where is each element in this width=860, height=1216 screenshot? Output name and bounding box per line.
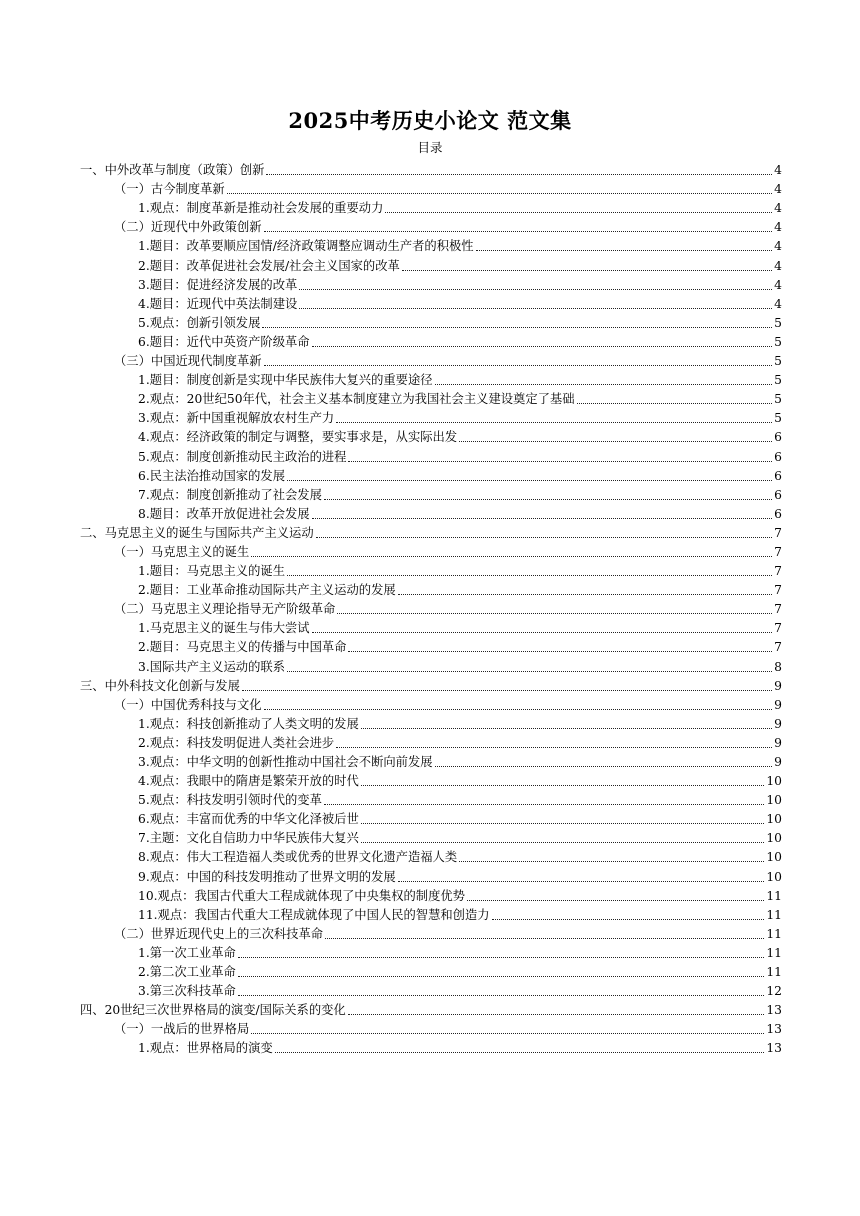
toc-entry-title: 8.观点：伟大工程造福人类或优秀的世界文化遗产造福人类 (138, 850, 458, 865)
toc-dot-leader (251, 1032, 764, 1034)
toc-entry[interactable] (80, 235, 782, 254)
toc-entry-title: 2.题目：工业革命推动国际共产主义运动的发展 (138, 583, 396, 598)
toc-page-number: 9 (774, 755, 782, 769)
toc-entry[interactable] (80, 885, 782, 904)
toc-entry[interactable] (80, 675, 782, 694)
toc-entry-title: 8.题目：改革开放促进社会发展 (138, 506, 310, 521)
toc-entry-title: 2.第二次工业革命 (138, 965, 236, 980)
toc-entry-title: 4.题目：近现代中英法制建设 (138, 296, 298, 311)
toc-entry-title: 4.观点：我眼中的隋唐是繁荣开放的时代 (138, 774, 359, 789)
toc-entry-title: （一）马克思主义的诞生 (114, 544, 250, 559)
toc-entry-title: 10.观点：我国古代重大工程成就体现了中央集权的制度优势 (138, 888, 465, 903)
toc-page-number: 5 (774, 315, 782, 330)
toc-entry-title: 6.观点：丰富而优秀的中华文化泽被后世 (138, 812, 359, 827)
toc-page-number: 5 (774, 411, 782, 426)
toc-dot-leader (299, 288, 772, 290)
toc-page-number: 10 (766, 869, 782, 884)
toc-page-number: 9 (774, 678, 782, 693)
toc-entry[interactable] (80, 1018, 782, 1037)
toc-page-number: 9 (774, 735, 782, 750)
toc-dot-leader (361, 727, 772, 729)
toc-entry-title: （一）一战后的世界格局 (114, 1022, 250, 1037)
toc-dot-leader (336, 746, 772, 748)
toc-entry-title: 9.观点：中国的科技发明推动了世界文明的发展 (138, 869, 396, 884)
toc-entry-title: 1.观点：科技创新推动了人类文明的发展 (138, 716, 359, 731)
toc-entry[interactable] (80, 369, 782, 388)
toc-entry-title: 1.题目：改革要顺应国情/经济政策调整应调动生产者的积极性 (138, 239, 474, 254)
toc-entry[interactable] (80, 178, 782, 197)
toc-page-number: 6 (774, 449, 782, 464)
toc-entry[interactable] (80, 331, 782, 350)
toc-entry-title: 四、20世纪三次世界格局的演变/国际关系的变化 (80, 1003, 346, 1018)
toc-page-number: 4 (774, 296, 782, 311)
toc-entry[interactable] (80, 350, 782, 369)
toc-entry-title: 3.观点：中华文明的创新性推动中国社会不断向前发展 (138, 755, 433, 769)
toc-entry[interactable] (80, 827, 782, 846)
toc-entry-title: 11.观点：我国古代重大工程成就体现了中国人民的智慧和创造力 (138, 907, 490, 922)
toc-entry[interactable] (80, 751, 782, 770)
toc-entry[interactable] (80, 636, 782, 655)
toc-entry[interactable] (80, 923, 782, 942)
toc-entry-title: 1.第一次工业革命 (138, 945, 236, 960)
toc-dot-leader (577, 402, 772, 404)
toc-page-number: 11 (766, 945, 782, 960)
toc-dot-leader (348, 650, 772, 652)
toc-page-number: 4 (774, 163, 782, 178)
toc-entry[interactable] (80, 865, 782, 884)
toc-page-number: 5 (774, 373, 782, 388)
toc-dot-leader (435, 765, 772, 767)
toc-entry[interactable] (80, 598, 782, 617)
toc-dot-leader (262, 326, 772, 328)
toc-dot-leader (264, 364, 772, 366)
toc-dot-leader (275, 1051, 765, 1053)
toc-entry-title: 2.观点：20世纪50年代，社会主义基本制度建立为我国社会主义建设奠定了基础 (138, 392, 575, 407)
toc-entry[interactable] (80, 904, 782, 923)
toc-dot-leader (238, 975, 765, 977)
toc-dot-leader (227, 192, 772, 194)
toc-page-number: 7 (774, 602, 782, 617)
toc-dot-leader (361, 841, 765, 843)
toc-entry[interactable] (80, 789, 782, 808)
toc-page-number: 11 (766, 907, 782, 922)
toc-entry[interactable] (80, 694, 782, 713)
toc-entry-title: 3.国际共产主义运动的联系 (138, 659, 285, 674)
toc-page-number: 6 (774, 506, 782, 521)
toc-entry[interactable] (80, 961, 782, 980)
toc-page-number: 10 (766, 850, 782, 865)
toc-entry-title: （二）近现代中外政策创新 (114, 220, 262, 235)
toc-entry[interactable] (80, 617, 782, 636)
toc-dot-leader (361, 822, 765, 824)
toc-dot-leader (398, 593, 772, 595)
toc-entry[interactable] (80, 980, 782, 999)
toc-page-number: 5 (774, 392, 782, 407)
toc-entry[interactable] (80, 484, 782, 503)
toc-entry[interactable] (80, 445, 782, 464)
toc-page-number: 4 (774, 201, 782, 216)
toc-entry-title: 6.民主法治推动国家的发展 (138, 468, 285, 483)
toc-entry-title: （一）中国优秀科技与文化 (114, 697, 262, 712)
toc-page-number: 7 (774, 640, 782, 655)
toc-entry[interactable] (80, 216, 782, 235)
toc-page-number: 5 (774, 334, 782, 349)
table-of-contents (80, 159, 782, 1056)
toc-entry[interactable] (80, 655, 782, 674)
toc-page-number: 13 (766, 1022, 782, 1037)
toc-entry[interactable] (80, 312, 782, 331)
toc-entry[interactable] (80, 732, 782, 751)
toc-dot-leader (337, 612, 772, 614)
toc-page-number: 11 (766, 926, 782, 941)
toc-entry[interactable] (80, 560, 782, 579)
toc-dot-leader (324, 803, 764, 805)
toc-entry-title: 1.观点：世界格局的演变 (138, 1041, 273, 1056)
toc-page-number: 13 (766, 1041, 782, 1056)
toc-entry-title: 二、马克思主义的诞生与国际共产主义运动 (80, 525, 314, 540)
toc-entry[interactable] (80, 388, 782, 407)
toc-entry-title: 2.题目：改革促进社会发展/社会主义国家的改革 (138, 258, 400, 273)
toc-entry-title: 三、中外科技文化创新与发展 (80, 678, 240, 693)
toc-entry-title: 5.观点：制度创新推动民主政治的进程 (138, 449, 347, 464)
toc-entry-title: 1.题目：制度创新是实现中华民族伟大复兴的重要途径 (138, 373, 433, 388)
toc-dot-leader (264, 230, 772, 232)
toc-page-number: 10 (766, 831, 782, 846)
toc-entry[interactable] (80, 197, 782, 216)
toc-entry-title: 3.题目：促进经济发展的改革 (138, 277, 298, 292)
toc-page-number: 6 (774, 468, 782, 483)
toc-page-number: 10 (766, 774, 782, 789)
toc-entry-title: （二）世界近现代史上的三次科技革命 (114, 926, 324, 941)
toc-dot-leader (238, 994, 765, 996)
toc-dot-leader (476, 249, 772, 251)
toc-dot-leader (467, 899, 764, 901)
toc-dot-leader (336, 421, 772, 423)
toc-entry[interactable] (80, 713, 782, 732)
toc-entry[interactable] (80, 254, 782, 273)
toc-entry[interactable] (80, 1037, 782, 1056)
toc-dot-leader (312, 631, 772, 633)
toc-page-number: 5 (774, 354, 782, 369)
toc-dot-leader (287, 574, 772, 576)
toc-entry-title: 3.第三次科技革命 (138, 984, 236, 999)
toc-entry-title: 一、中外改革与制度（政策）创新 (80, 163, 265, 178)
toc-entry[interactable] (80, 942, 782, 961)
toc-dot-leader (435, 383, 772, 385)
toc-entry[interactable] (80, 808, 782, 827)
toc-page-number: 4 (774, 277, 782, 292)
toc-page-number: 7 (774, 621, 782, 636)
toc-page-number: 8 (774, 659, 782, 674)
toc-entry-title: 5.观点：创新引领发展 (138, 315, 261, 330)
toc-dot-leader (266, 173, 772, 175)
document-title: 2025中考历史小论文 范文集 (288, 108, 572, 133)
toc-entry[interactable] (80, 159, 782, 178)
toc-dot-leader (324, 498, 772, 500)
toc-page-number: 6 (774, 487, 782, 502)
toc-dot-leader (238, 956, 765, 958)
toc-entry-title: 7.观点：制度创新推动了社会发展 (138, 487, 322, 502)
toc-dot-leader (361, 784, 765, 786)
toc-dot-leader (287, 670, 772, 672)
toc-entry[interactable] (80, 426, 782, 445)
toc-dot-leader (251, 555, 772, 557)
toc-dot-leader (459, 440, 772, 442)
toc-dot-leader (242, 689, 772, 691)
toc-entry[interactable] (80, 293, 782, 312)
toc-page-number: 4 (774, 182, 782, 197)
toc-entry-title: （三）中国近现代制度革新 (114, 354, 262, 369)
toc-entry-title: 7.主题：文化自信助力中华民族伟大复兴 (138, 831, 359, 846)
toc-entry[interactable] (80, 999, 782, 1018)
toc-page-number: 11 (766, 965, 782, 980)
toc-dot-leader (287, 479, 772, 481)
toc-page-number: 9 (774, 697, 782, 712)
toc-entry[interactable] (80, 770, 782, 789)
toc-entry-title: 3.观点：新中国重视解放农村生产力 (138, 411, 335, 426)
toc-entry-title: 1.题目：马克思主义的诞生 (138, 564, 285, 579)
toc-entry[interactable] (80, 274, 782, 293)
toc-entry-title: 2.观点：科技发明促进人类社会进步 (138, 735, 335, 750)
toc-entry-title: 1.观点：制度革新是推动社会发展的重要动力 (138, 201, 384, 216)
toc-entry[interactable] (80, 579, 782, 598)
toc-dot-leader (348, 460, 772, 462)
toc-page-number: 11 (766, 888, 782, 903)
toc-entry[interactable] (80, 465, 782, 484)
toc-entry[interactable] (80, 846, 782, 865)
toc-dot-leader (264, 708, 772, 710)
toc-entry-title: 5.观点：科技发明引领时代的变革 (138, 793, 322, 808)
toc-page-number: 7 (774, 544, 782, 559)
toc-entry-title: 1.马克思主义的诞生与伟大尝试 (138, 621, 310, 636)
toc-entry-title: （一）古今制度革新 (114, 182, 225, 197)
toc-page-number: 6 (774, 430, 782, 445)
toc-page-number: 10 (766, 793, 782, 808)
toc-dot-leader (385, 211, 772, 213)
toc-entry-title: （二）马克思主义理论指导无产阶级革命 (114, 602, 336, 617)
toc-entry[interactable] (80, 522, 782, 541)
toc-page-number: 4 (774, 258, 782, 273)
toc-entry-title: 2.题目：马克思主义的传播与中国革命 (138, 640, 347, 655)
toc-page-number: 7 (774, 564, 782, 579)
toc-dot-leader (325, 937, 764, 939)
toc-dot-leader (402, 269, 772, 271)
toc-dot-leader (492, 918, 765, 920)
toc-entry[interactable] (80, 541, 782, 560)
toc-entry[interactable] (80, 407, 782, 426)
toc-dot-leader (348, 1013, 765, 1015)
toc-entry-title: 6.题目：近代中英资产阶级革命 (138, 334, 310, 349)
toc-dot-leader (312, 517, 772, 519)
toc-page-number: 4 (774, 239, 782, 254)
toc-heading: 目录 (417, 140, 443, 155)
toc-page-number: 4 (774, 220, 782, 235)
toc-entry-title: 4.观点：经济政策的制定与调整，要实事求是，从实际出发 (138, 430, 458, 445)
toc-entry[interactable] (80, 503, 782, 522)
toc-page-number: 7 (774, 525, 782, 540)
toc-page-number: 13 (766, 1003, 782, 1018)
toc-dot-leader (299, 307, 772, 309)
toc-page-number: 10 (766, 812, 782, 827)
toc-page-number: 12 (766, 984, 782, 999)
toc-page-number: 9 (774, 716, 782, 731)
toc-page-number: 7 (774, 583, 782, 598)
toc-dot-leader (398, 880, 765, 882)
toc-dot-leader (459, 860, 764, 862)
toc-dot-leader (316, 536, 772, 538)
toc-dot-leader (312, 345, 772, 347)
